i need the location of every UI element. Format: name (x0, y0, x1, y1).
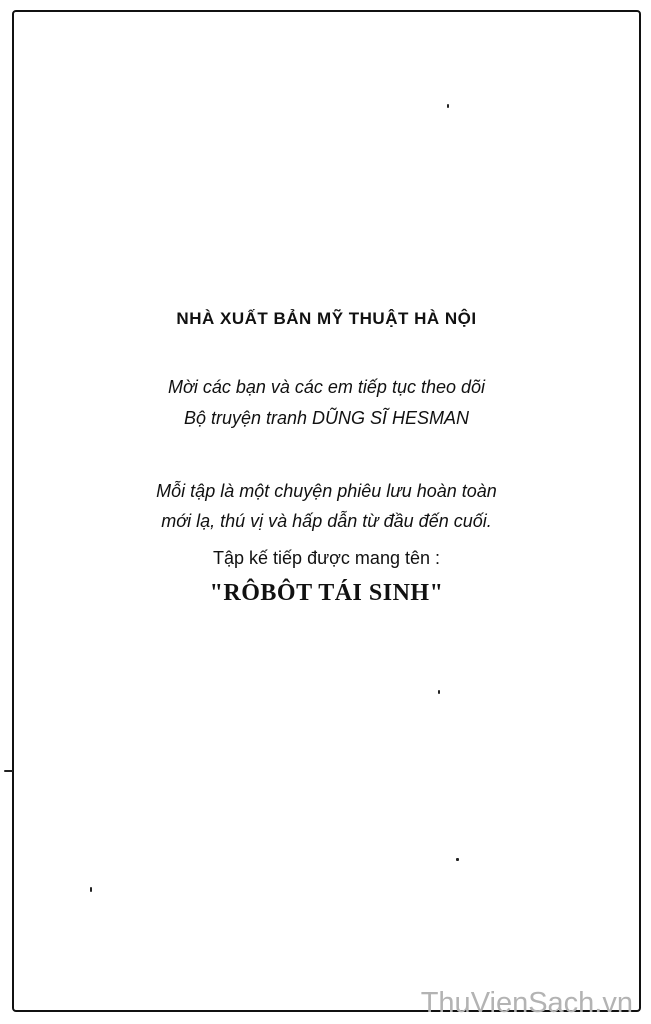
invitation-line-1: Mời các bạn và các em tiếp tục theo dõi (167, 377, 486, 397)
print-speck (447, 104, 449, 108)
print-speck (90, 887, 92, 892)
description-line-2: mới lạ, thú vị và hấp dẫn từ đầu đến cuối. (161, 511, 492, 531)
next-episode-title: "RÔBÔT TÁI SINH" (209, 580, 444, 606)
watermark: ThuVienSach.vn (420, 987, 633, 1019)
description-line-1: Mỗi tập là một chuyện phiêu lưu hoàn toàn (156, 481, 497, 501)
invitation-line-2: Bộ truyện tranh DŨNG SĨ HESMAN (183, 408, 470, 428)
next-episode-label: Tập kế tiếp được mang tên : (213, 548, 440, 568)
print-speck (4, 770, 13, 772)
print-speck (438, 690, 440, 694)
publisher-name: NHÀ XUẤT BẢN MỸ THUẬT HÀ NỘI (176, 309, 477, 328)
print-speck (456, 858, 459, 861)
